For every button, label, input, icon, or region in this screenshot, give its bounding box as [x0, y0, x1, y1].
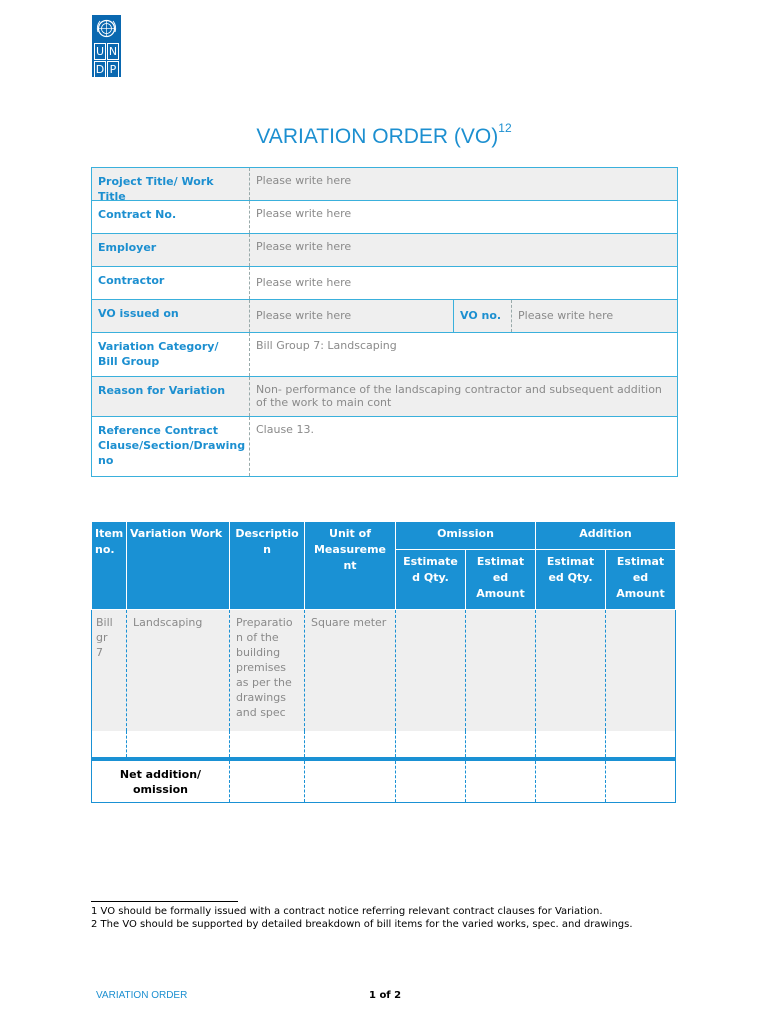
description-line-7: and spec [236, 706, 286, 719]
header-description-line-1: Descriptio [235, 527, 299, 540]
reference-label [92, 417, 250, 476]
variation-category-field[interactable]: Bill Group 7: Landscaping [256, 339, 397, 352]
contract-no-row [92, 201, 677, 234]
cell-item-no[interactable] [92, 610, 127, 731]
cell-omission-qty[interactable] [396, 610, 466, 731]
cell-omission-amount[interactable] [466, 610, 536, 731]
header-item-no-line-2: no. [95, 543, 115, 556]
header-omission-qty [396, 550, 466, 610]
description-line-3: building [236, 646, 281, 659]
cell-addition-amount[interactable] [606, 610, 676, 731]
header-description [230, 522, 305, 610]
reference-row [92, 417, 677, 476]
footnote-1: 1 VO should be formally issued with a contract notice referring relevant contract clauses for Variation. [91, 906, 603, 917]
cell-blank[interactable] [127, 731, 230, 759]
cell-variation-work[interactable]: Landscaping [127, 610, 230, 731]
page-number: 1 of 2 [369, 990, 402, 1001]
header-addition-amount [606, 550, 676, 610]
net-label [92, 759, 230, 803]
employer-label: Employer [92, 234, 250, 266]
item-no-line-2: gr [96, 631, 108, 644]
cell-blank[interactable] [396, 731, 466, 759]
reference-field[interactable]: Clause 13. [256, 423, 314, 436]
table-row-blank [92, 731, 676, 759]
logo-letter-d: D [95, 63, 105, 76]
item-no-line-1: Bill [96, 616, 113, 629]
header-addition: Addition [536, 522, 676, 550]
header-omission-qty-line-1: Estimate [403, 555, 458, 568]
cell-unit[interactable]: Square meter [305, 610, 396, 731]
cell-blank[interactable] [606, 731, 676, 759]
reference-label-line-3: no [98, 454, 114, 467]
item-no-line-3: 7 [96, 646, 103, 659]
header-unit [305, 522, 396, 610]
header-addition-amount-line-3: Amount [616, 587, 665, 600]
net-cell[interactable] [396, 759, 466, 803]
page-title [0, 121, 768, 149]
contract-no-field[interactable]: Please write here [256, 207, 352, 220]
project-title-field[interactable]: Please write here [256, 174, 352, 187]
vo-issued-field[interactable]: Please write here [250, 300, 454, 332]
net-row [92, 759, 676, 803]
variation-work-table [91, 521, 676, 803]
description-line-1: Preparatio [236, 616, 293, 629]
header-omission-amount [466, 550, 536, 610]
contractor-row [92, 267, 677, 300]
footnote-reference: 12 [498, 121, 512, 135]
variation-category-label [92, 333, 250, 376]
variation-category-row [92, 333, 677, 377]
header-addition-qty-line-1: Estimat [546, 555, 595, 568]
footnote-divider [91, 901, 238, 902]
un-emblem-icon [95, 17, 118, 40]
net-cell[interactable] [606, 759, 676, 803]
net-cell[interactable] [536, 759, 606, 803]
reference-label-line-2: Clause/Section/Drawing [98, 439, 246, 452]
description-line-6: drawings [236, 691, 286, 704]
employer-field[interactable]: Please write here [256, 240, 352, 253]
project-title-row [92, 168, 677, 201]
header-omission: Omission [396, 522, 536, 550]
description-line-2: n of the [236, 631, 279, 644]
footer-document-name: VARIATION ORDER [96, 990, 188, 1001]
description-line-5: as per the [236, 676, 292, 689]
cell-blank[interactable] [536, 731, 606, 759]
vo-info-table [91, 167, 678, 477]
undp-logo [92, 15, 121, 77]
net-label-line-2: omission [132, 782, 189, 796]
header-unit-line-1: Unit of [329, 527, 371, 540]
contractor-label: Contractor [92, 267, 250, 299]
footnotes [91, 905, 633, 931]
net-cell[interactable] [466, 759, 536, 803]
variation-category-label-line-2: Bill Group [98, 355, 160, 368]
cell-description[interactable] [230, 610, 305, 731]
vo-issued-label: VO issued on [92, 300, 250, 332]
reason-row [92, 377, 677, 417]
description-line-4: premises [236, 661, 287, 674]
reason-line-1: Non- performance of the landscaping contractor and subsequent addition [256, 383, 662, 396]
net-cell[interactable] [230, 759, 305, 803]
reason-field[interactable] [250, 377, 677, 416]
logo-letter-p: P [107, 61, 119, 78]
header-item-no [92, 522, 127, 610]
cell-blank[interactable] [466, 731, 536, 759]
header-addition-amount-line-1: Estimat [616, 555, 665, 568]
header-variation-work: Variation Work [127, 522, 230, 610]
employer-row [92, 234, 677, 267]
vo-no-field[interactable]: Please write here [518, 309, 614, 322]
header-description-line-2: n [263, 543, 271, 556]
header-omission-amount-line-2: ed [492, 571, 509, 584]
footnote-2: 2 The VO should be supported by detailed breakdown of bill items for the varied works, spec. and drawings. [91, 919, 633, 930]
cell-addition-qty[interactable] [536, 610, 606, 731]
contract-no-label: Contract No. [92, 201, 250, 233]
cell-blank[interactable] [305, 731, 396, 759]
header-omission-qty-line-2: d Qty. [412, 571, 449, 584]
header-omission-amount-line-1: Estimat [476, 555, 525, 568]
table-row [92, 610, 676, 731]
logo-letter-n: N [108, 45, 118, 58]
page-title-text: VARIATION ORDER (VO) [256, 125, 499, 148]
variation-category-label-line-1: Variation Category/ [98, 340, 219, 353]
vo-no-label: VO no. [454, 300, 512, 332]
header-omission-amount-line-3: Amount [476, 587, 525, 600]
reason-line-2: of the work to main cont [256, 396, 392, 409]
cell-blank[interactable] [230, 731, 305, 759]
header-item-no-line-1: Item [95, 527, 124, 540]
reference-label-line-1: Reference Contract [98, 424, 219, 437]
contractor-field[interactable]: Please write here [256, 276, 352, 289]
net-cell[interactable] [305, 759, 396, 803]
net-label-line-1: Net addition/ [119, 767, 202, 781]
logo-letter-u: U [95, 45, 105, 58]
header-addition-qty-line-2: ed Qty. [548, 571, 593, 584]
header-addition-qty [536, 550, 606, 610]
project-title-label: Project Title/ Work Title [92, 168, 250, 200]
header-unit-line-3: nt [343, 559, 357, 572]
header-unit-line-2: Measureme [313, 543, 386, 556]
reason-label: Reason for Variation [92, 377, 250, 416]
cell-blank[interactable] [92, 731, 127, 759]
header-addition-amount-line-2: ed [632, 571, 649, 584]
vo-issued-row [92, 300, 677, 333]
